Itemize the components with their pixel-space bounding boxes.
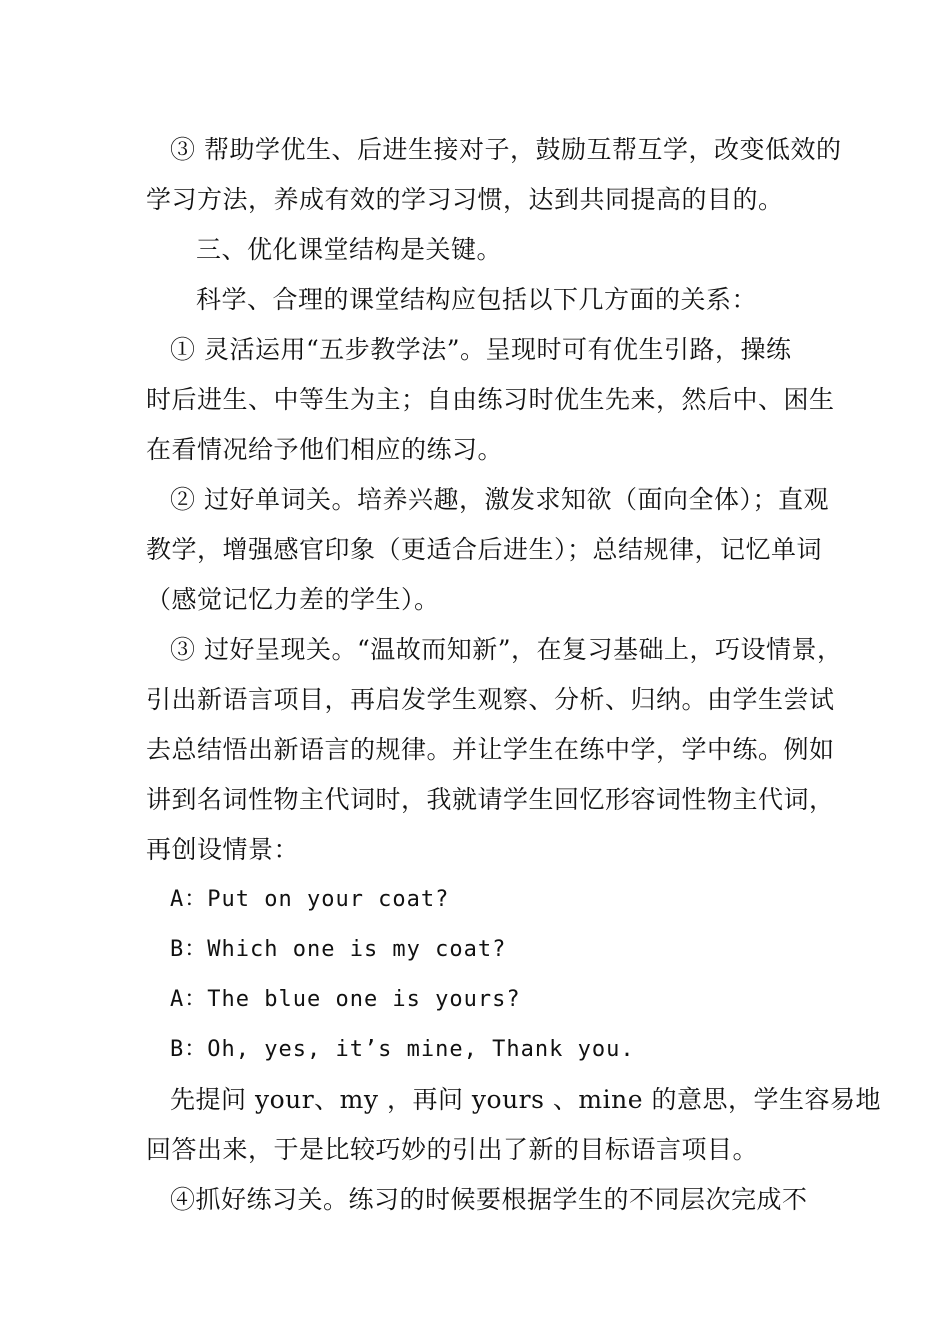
paragraph-line: ③ 帮助学优生、后进生接对子，鼓励互帮互学，改变低效的 [170,135,842,164]
paragraph-line: （感觉记忆力差的学生）。 [146,585,440,614]
paragraph-line: 再创设情景： [146,835,300,864]
paragraph-line: 回答出来，于是比较巧妙的引出了新的目标语言项目。 [146,1135,759,1164]
paragraph-line: 在看情况给予他们相应的练习。 [146,435,504,464]
dialog-line: A：The blue one is yours? [170,987,521,1012]
paragraph-line: 讲到名词性物主代词时，我就请学生回忆形容词性物主代词， [146,785,835,814]
paragraph-line: 去总结悟出新语言的规律。并让学生在练中学，学中练。例如 [146,735,835,764]
paragraph-line: 时后进生、中等生为主；自由练习时优生先来，然后中、困生 [146,385,835,414]
paragraph-line: ④抓好练习关。练习的时候要根据学生的不同层次完成不 [170,1185,808,1214]
paragraph-line: ① 灵活运用“五步教学法”。呈现时可有优生引路，操练 [170,335,792,364]
paragraph-line: ② 过好单词关。培养兴趣，激发求知欲（面向全体）；直观 [170,485,829,514]
dialog-line: B：Oh, yes, it’s mine, Thank you. [170,1037,635,1062]
dialog-line: A：Put on your coat? [170,887,450,912]
paragraph-line: 科学、合理的课堂结构应包括以下几方面的关系： [196,285,758,314]
paragraph-line: 先提问 your、my ，再问 yours 、mine 的意思，学生容易地 [170,1085,881,1114]
paragraph-line: ③ 过好呈现关。“温故而知新”，在复习基础上，巧设情景， [170,635,843,664]
section-heading: 三、优化课堂结构是关键。 [196,235,503,264]
paragraph-line: 教学，增强感官印象（更适合后进生）；总结规律，记忆单词 [146,535,823,564]
dialog-line: B：Which one is my coat? [170,937,507,962]
paragraph-line: 学习方法，养成有效的学习习惯，达到共同提高的目的。 [146,185,784,214]
paragraph-line: 引出新语言项目，再启发学生观察、分析、归纳。由学生尝试 [146,685,835,714]
